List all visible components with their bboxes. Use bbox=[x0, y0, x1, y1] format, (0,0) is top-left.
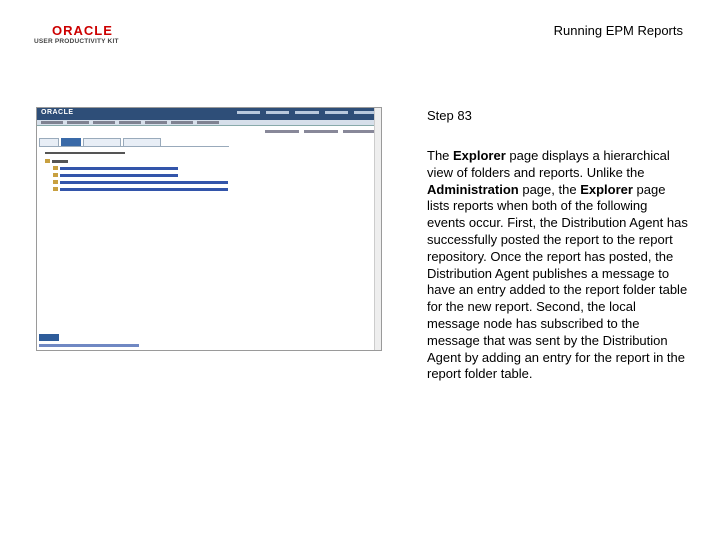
step-label: Step 83 bbox=[427, 108, 472, 123]
description-text: The bbox=[427, 148, 454, 163]
document-title: Running EPM Reports bbox=[553, 23, 683, 38]
step-description bbox=[427, 148, 689, 383]
tree-report bbox=[60, 167, 178, 170]
logo-brand: ORACLE bbox=[52, 23, 113, 38]
report-icon bbox=[53, 180, 58, 184]
tree-report bbox=[60, 181, 228, 184]
app-logo: ORACLE bbox=[41, 109, 74, 116]
app-header-bar bbox=[37, 108, 381, 120]
report-icon bbox=[53, 173, 58, 177]
bottom-links bbox=[39, 344, 139, 347]
tree-report bbox=[60, 174, 178, 177]
save-button bbox=[39, 334, 59, 341]
logo-product: USER PRODUCTIVITY KIT bbox=[34, 38, 119, 45]
application-screenshot bbox=[36, 107, 382, 351]
folder-icon bbox=[45, 159, 50, 163]
description-emphasis: Administration bbox=[427, 181, 519, 197]
description-text: page displays a hierarchical view of folders and reports. Unlike the bbox=[427, 148, 670, 180]
vertical-scrollbar bbox=[374, 108, 381, 350]
tree-actions bbox=[45, 152, 125, 154]
app-header-links bbox=[237, 111, 377, 115]
report-icon bbox=[53, 166, 58, 170]
description-emphasis: Explorer bbox=[453, 148, 506, 163]
tree-root bbox=[52, 160, 68, 163]
explorer-tree bbox=[39, 146, 229, 337]
description-text: page, the bbox=[518, 181, 581, 197]
tree-report bbox=[60, 188, 228, 191]
report-icon bbox=[53, 187, 58, 191]
description-emphasis: Explorer bbox=[580, 181, 633, 197]
description-text: page lists reports when both of the following events occur. First, the Distribution Agent has successfully posted the report to the report repository. Once the report has posted, the Distribution Agent publishes a message to have an entry added to the report folder table for the new report. Second, the local message node has subscribed to the message that was sent by the Distribution Agent by adding an entry for the report in the report folder table. bbox=[427, 181, 688, 382]
oracle-upk-logo bbox=[34, 24, 134, 48]
